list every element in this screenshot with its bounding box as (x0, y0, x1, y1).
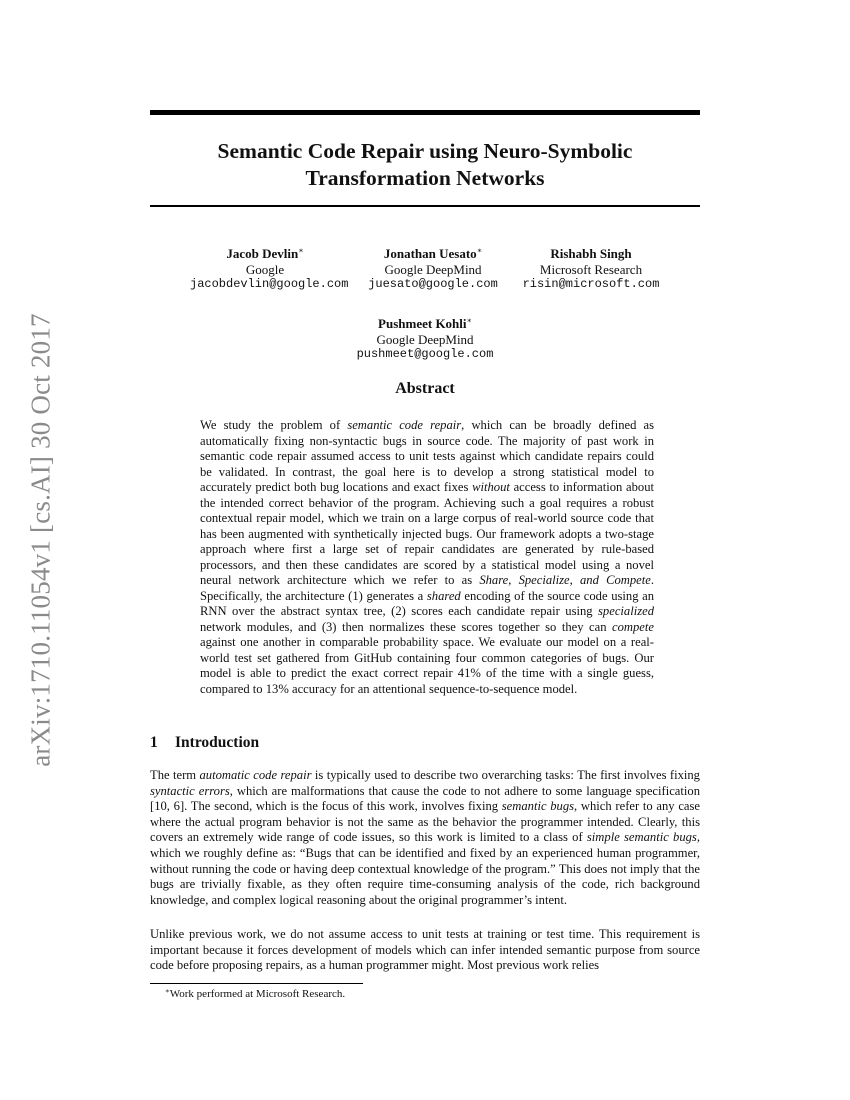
author-affiliation: Google (245, 261, 285, 277)
title-rule-bottom (150, 205, 700, 207)
author-email: jacobdevlin@google.com (190, 277, 349, 291)
author-email: pushmeet@google.com (356, 347, 494, 361)
section-number: 1 (150, 734, 158, 751)
paper-title (150, 138, 700, 192)
title-line-1: Semantic Code Repair using Neuro-Symbolic (217, 139, 633, 163)
author-name: Jonathan Uesato∗ (383, 246, 483, 261)
author-block-4 (350, 316, 500, 363)
author-email: risin@microsoft.com (522, 277, 660, 291)
author-block-2 (358, 246, 508, 293)
author-footnote-mark: ∗ (298, 246, 304, 255)
abstract-text: We study the problem of semantic code repair, which can be broadly defined as automatically fixing non-syntactic bugs in source code. The majority of past work in semantic code repair assumed access to unit tests against which candidate repairs could be validated. In contrast, the goal here is to develop a strong statistical model to accurately predict both bug locations and exact fixes without access to information about the intended correct behavior of the program. Achieving such a goal requires a robust contextual repair model, which we train on a large corpus of real-world source code that has been augmented with synthetically injected bugs. Our framework adopts a two-stage approach where first a large set of repair candidates are generated by rule-based processors, and then these candidates are scored by a statistical model using a novel neural network architecture which we refer to as Share, Specialize, and Compete. Specifically, the architecture (1) generates a shared encoding of the source code using an RNN over the abstract syntax tree, (2) scores each candidate repair using specialized network modules, and (3) then normalizes these scores together so they can compete against one another in comparable probability space. We evaluate our model on a real-world test set gathered from GitHub containing four common categories of bugs. Our model is able to predict the exact correct repair 41% of the time with a single guess, compared to 13% accuracy for an attentional sequence-to-sequence model. (200, 418, 655, 696)
intro-paragraph-2: Unlike previous work, we do not assume access to unit tests at training or test time. This requirement is important because it forces development of models which can infer intended semantic purpose from source code before proposing repairs, as a human programmer might. Most previous work relies (150, 927, 700, 973)
author-name: Jacob Devlin∗ (226, 246, 304, 261)
footnote-text: Work performed at Microsoft Research. (169, 988, 346, 1000)
author-block-1 (190, 246, 349, 293)
title-line-2: Transformation Networks (305, 166, 545, 190)
footnote-mark: ∗ (165, 987, 170, 995)
author-affiliation: Microsoft Research (539, 261, 643, 277)
section-heading-introduction (150, 734, 259, 752)
author-name: Pushmeet Kohli∗ (378, 316, 472, 331)
author-footnote-mark: ∗ (476, 246, 483, 255)
arxiv-identifier: arXiv:1710.11054v1 [cs.AI] 30 Oct 2017 (25, 313, 56, 767)
author-name: Rishabh Singh (550, 246, 632, 261)
intro-paragraph-1: The term automatic code repair is typically used to describe two overarching tasks: The first involves fixing syntactic errors, which are malformations that cause the code to not adhere to some language specification [10, 6]. The second, which is the focus of this work, involves fixing semantic bugs, which refer to any case where the actual program behavior is not the same as the behavior the programmer intended. Clearly, this covers an extremely wide range of code issues, so this work is limited to a class of simple semantic bugs, which we roughly define as: “Bugs that can be identified and fixed by an experienced human programmer, without running the code or having deep contextual knowledge of the program.” This does not imply that the bugs are trivially fixable, as they often require time-consuming analysis of the code, rich background knowledge, and complex logical reasoning about the original programmer’s intent. (150, 768, 700, 907)
author-email: juesato@google.com (368, 277, 498, 291)
footnote (165, 988, 345, 1000)
title-rule-top (150, 110, 700, 115)
author-affiliation: Google DeepMind (376, 331, 474, 347)
author-block-3 (516, 246, 666, 293)
author-affiliation: Google DeepMind (384, 261, 482, 277)
abstract-heading: Abstract (395, 380, 455, 397)
footnote-rule (150, 983, 363, 984)
section-title: Introduction (175, 734, 260, 751)
author-footnote-mark: ∗ (466, 316, 472, 325)
